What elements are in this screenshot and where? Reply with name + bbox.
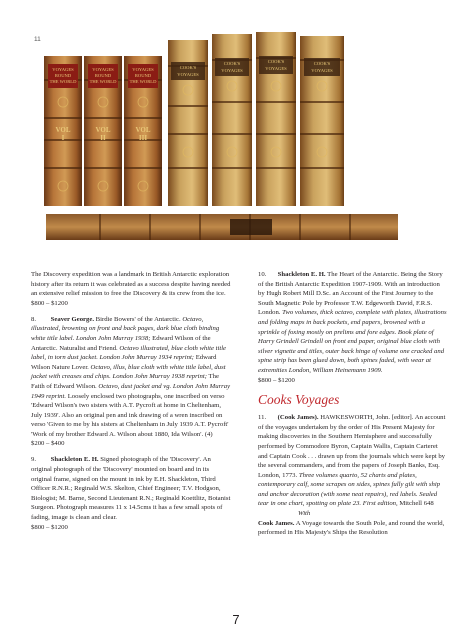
lot-8-text-3: Edward Wilson of the Antarctic. Naturalist and Friend. (31, 334, 211, 352)
lot-8-number: 8. (31, 315, 37, 323)
lot-8-text-2: Octavo, illustrated, browning on front and back pages, dark blue cloth binding white title label. London John Murray 1938; (31, 315, 220, 342)
lot-9-price: $800 – $1200 (31, 523, 68, 531)
lot-10-text-2: Two volumes, thick octavo, complete with plates, illustrations and folding maps in back pockets, end papers, browned with a sprinkle of foxing mostly on prelims and fore edges. Book plate of Harry Grindell Grindell on front end paper, original blue cloth with silver vignette and titles, outer back hinge of volume one cracked and spine strip has been glued down, both spines faded, with wear at extremities London, William Heinemann 1909. (258, 309, 447, 374)
lot-8-title: Seaver George. (50, 315, 94, 323)
spine-label-text: COOK'S (223, 61, 241, 66)
spine-label-text: VOYAGES (52, 67, 74, 72)
discovery-intro (31, 270, 231, 308)
spine-label-text: VOYAGES (177, 72, 199, 77)
folio-number: 11 (34, 36, 41, 43)
svg-text:VOL: VOL (55, 126, 71, 134)
lot-8-text-6: Octavo, illus, blue cloth with white title label, dust jacket with creases and chips. London John Murray 1938 reprint; (31, 363, 226, 381)
lot-11-title: (Cook James). (277, 414, 319, 422)
svg-text:VOL: VOL (135, 126, 151, 134)
svg-text:III: III (138, 134, 148, 142)
spine-label-text: COOK'S (179, 65, 197, 70)
spine-label-text: THE WORLD (129, 79, 157, 84)
lot-11-text-3: Mitchell 648 (399, 500, 434, 508)
lot-11-with: With (298, 510, 311, 518)
lot-11-number: 11. (258, 414, 267, 422)
spine-label-text: VOYAGES (132, 67, 154, 72)
right-column (258, 270, 448, 544)
svg-text:I: I (61, 134, 65, 142)
spine-label-text: ROUND (134, 73, 152, 78)
lot-10-text-1: The Heart of the Antarctic. Being the Story of the British Antarctic Expedition 1907-1909. With an introduction by Hugh Robert Mill D.Sc. an Account of the First Journey to the South Magnetic Pole by Professor T.W. Edgeworth David, F.R.S. London. (258, 271, 443, 317)
spine-label-text: ROUND (54, 73, 72, 78)
book-spines (44, 32, 344, 206)
spine-label-text: VOYAGES (311, 68, 333, 73)
lot-11 (258, 413, 448, 538)
spine-label-text: COOK'S (313, 61, 331, 66)
lot-9 (31, 455, 231, 532)
lot-11-text-4-title: Cook James. (258, 519, 295, 527)
spine-label-text: VOYAGES (221, 68, 243, 73)
left-column (31, 270, 231, 539)
lot-11-text-4: A Voyage towards the South Pole, and round the world, performed in His Majesty's Ships the Resolution (258, 519, 445, 537)
lot-8-text-1: Birdie Bowers' of the Antarctic. (95, 315, 181, 323)
lot-8-text-4: Octavo illustrated, blue cloth white title label, in torn dust jacket. London John Murray 1934 reprint; (31, 344, 227, 362)
lot-9-title: Shackleton E. H. (50, 456, 99, 464)
lot-10-price: $800 – $1200 (258, 376, 295, 384)
lot-10-title: Shackleton E. H. (277, 271, 326, 278)
lot-10-number: 10. (258, 271, 267, 278)
flat-book (46, 214, 398, 240)
lot-9-number: 9. (31, 456, 37, 464)
spine-label-text: THE WORLD (49, 79, 77, 84)
lot-8-text-9: Loosely enclosed two photographs, one inscribed on verso 'Edward Wilson's two sisters with A.T. Pycroft at home in Cheltenham, July 1939'. Also an original pen and ink drawing of a wren inscribed on verso 'Given to me by his sisters at Cheltenham in July 1939 A.T. Pycroft' 'Work of my brother Edward A. Wilson about 1880, Ida Wilson'. (4) (31, 392, 229, 438)
lot-8-text-5: Edward Wilson Nature Lover. (31, 354, 217, 371)
lot-8-price: $200 – $400 (31, 440, 65, 448)
svg-text:II: II (100, 134, 106, 142)
lot-11-text-1: HAWKESWORTH, John. [editor]. An account of the voyages undertaken by the order of His Present Majesty for making discoveries in the Southern Hemisphere and successfully performed by Commodore Byron, Captain Wallis, Captain Carteret and Captain Cook . . . drawn up from the journals which were kept by the several commanders, and from the papers of Joseph Banks, Esq. London, 1773. (258, 414, 446, 479)
spine-label-text: COOK'S (267, 59, 285, 64)
intro-text: The Discovery expedition was a landmark in British Antarctic exploration history after its return it was celebrated as a success despite having needed an extensive relief mission to free the Discovery & its crew from the ice. (31, 271, 231, 298)
lot-11-text-2: Three volumes quarto, 52 charts and plates, contemporary calf, some scrapes on sides, spines fully gilt with ship and anchor decoration (with some neat repairs), red labels. Sealed tear in one chart, spotting on plate 23. First edition, (258, 471, 441, 508)
spine-label-text: VOYAGES (92, 67, 114, 72)
lot-8-text-7: The Faith of Edward Wilson. (31, 373, 219, 390)
spine-label-text: THE WORLD (89, 79, 117, 84)
intro-price: $800 – $1200 (31, 299, 68, 307)
lot-10 (258, 270, 448, 385)
lot-8-text-8: Octavo, dust jacket and vg. London John Murray 1949 reprint. (31, 382, 231, 400)
svg-text:VOL: VOL (95, 126, 111, 134)
spine-label-text: ROUND (94, 73, 112, 78)
section-heading-cooks-voyages: Cooks Voyages (258, 392, 340, 408)
lot-9-text: Signed photograph of the 'Discovery'. An original photograph of the 'Discovery' mounted on board and in its original frame, signed on the mount in ink by E.H. Shackleton, Third Officer R.N.R.; Reginald W.S. Skelton, Chief Engineer; T.V. Hodgson, Biologist; M. Barne, Second Lieutenant R.N.; Reginald Koettlitz, Botanist Surgeon. Photograph measures 11 x 14.5cms it has a few small spots of fading, image is clean and clear. (31, 456, 231, 522)
books-photograph (40, 10, 440, 250)
page-number: 7 (232, 612, 240, 627)
spine-label-text: VOYAGES (265, 66, 287, 71)
lot-8 (31, 315, 231, 449)
